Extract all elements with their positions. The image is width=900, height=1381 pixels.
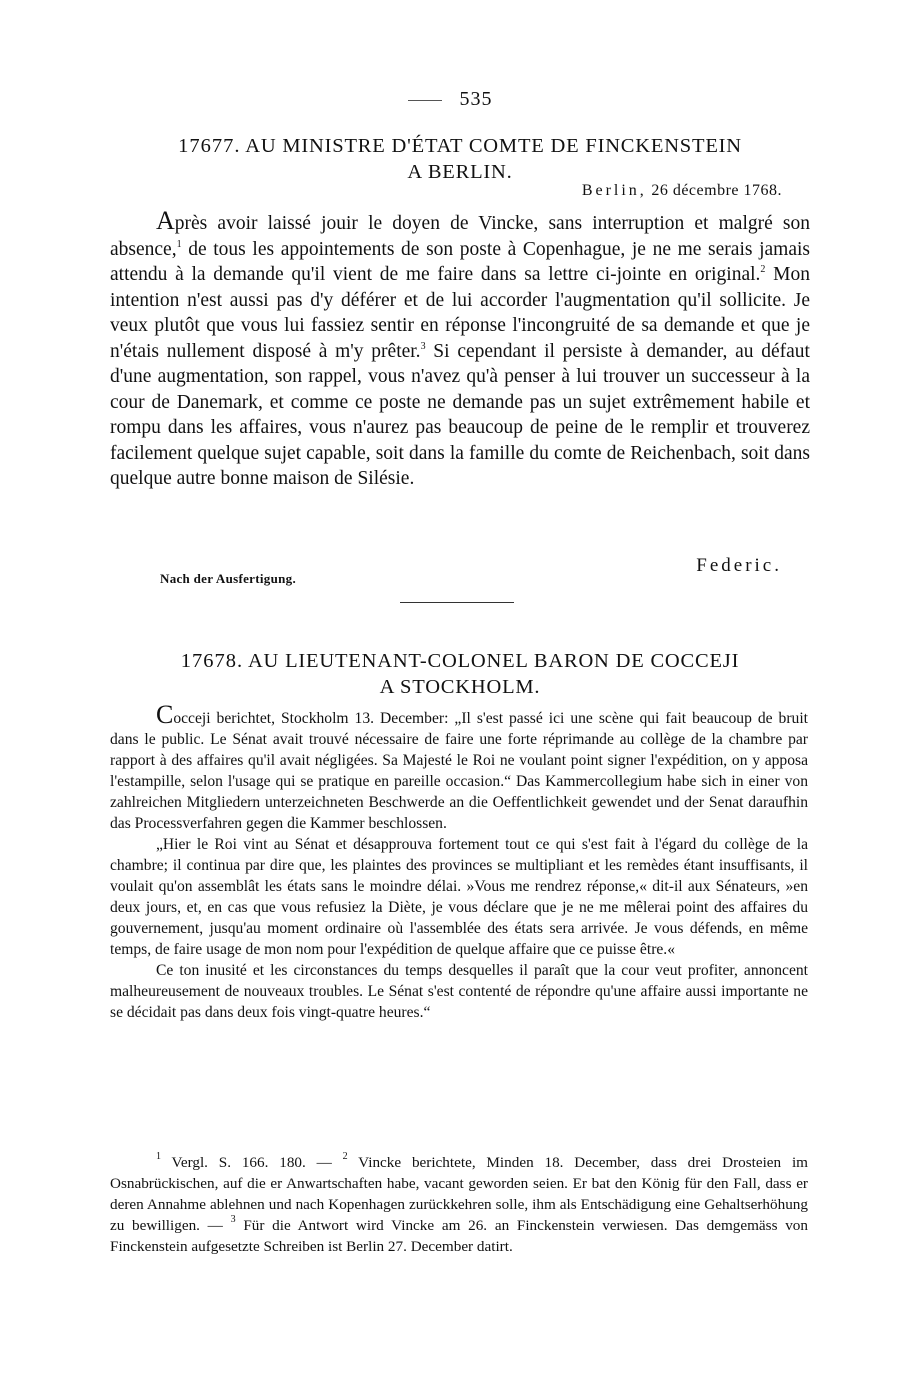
footnotes [110, 1152, 808, 1257]
letter1-signature: Federic. [696, 555, 782, 576]
letter1-paragraph [110, 208, 810, 492]
letter2-number: 17678. [180, 650, 244, 672]
footnote-3-text: Für die Antwort wird Vincke am 26. an Finckenstein verwiesen. Das demgemäss von Finckenstein aufgesetzte Schreiben ist Berlin 27. December datirt. [110, 1217, 808, 1255]
letter2-paragraph-3: Ce ton inusité et les circonstances du temps desquelles il paraît que la cour veut profiter, annoncent malheureusement de nouveaux troubles. Le Sénat s'est contenté de répondre qu'une affaire aussi importante ne se décidait pas dans deux fois vingt-quatre heures.“ [110, 962, 808, 1021]
letter1-text-b: de tous les appointements de son poste à Copenhague, je ne me serais jamais attendu à la demande qu'il vient de me faire dans sa lettre ci-jointe en original. [110, 238, 810, 285]
section-separator [400, 602, 514, 603]
footnote-2-text: Vincke berichtete, Minden 18. December, dass drei Drosteien im Osnabrückischen, auf die er Anwartschaften habe, vacant geworden seien. Er bat den König für den Fall, dass er deren Annahme ablehnen und nach Kopenhagen zurückkehren solle, ihm als Entschädigung eine Gehaltserhöhung zu bewilligen. — [110, 1154, 808, 1234]
letter1-dateline [582, 182, 782, 200]
page-number [0, 88, 900, 111]
footnote-ref-2: 2 [760, 264, 766, 275]
footnotes-paragraph [110, 1152, 808, 1257]
footnote-marker-1: 1 [156, 1151, 161, 1162]
letter1-initial: A [156, 206, 175, 235]
letter2-initial: C [156, 700, 174, 729]
page-number-text: 535 [459, 88, 493, 110]
letter2-body [110, 702, 808, 1023]
footnote-marker-2: 2 [342, 1151, 348, 1162]
letter2-heading [110, 648, 810, 700]
letter1-text-c: Mon intention n'est aussi pas d'y déférer et de lui accorder l'augmentation qu'il sollicite. Je veux plutôt que vous lui fassiez sentir en réponse l'incongruité de sa demande et que je n'étais nullement disposé à m'y prêter. [110, 264, 810, 362]
footnote-1-text: Vergl. S. 166. 180. — [161, 1154, 343, 1171]
letter1-text-d: Si cependant il persiste à demander, au défaut d'une augmentation, son rappel, vous n'avez qu'à penser à lui trouver un successeur à la cour de Danemark, et comme ce poste ne demande pas un sujet extrêmement habile et rompu dans les affaires, vous n'aurez pas beaucoup de peine de le remplir et trouverez facilement quelque sujet capable, soit dans la famille du comte de Reichenbach, soit dans quelque autre bonne maison de Silésie. [110, 340, 810, 489]
letter2-heading-line2: A STOCKHOLM. [379, 676, 541, 698]
letter2-paragraph-1 [110, 702, 808, 834]
letter2-paragraph-2: „Hier le Roi vint au Sénat et désapprouva fortement tout ce qui s'est fait à l'égard du collège de la chambre; il continua par dire que, les plaintes des provinces se multipliant et les remèdes étant insuffisants, il voulait qu'on assemblât les états sans le moindre délai. »Vous me rendrez réponse,« dit-il aux Sénateurs, »en deux jours, et, en cas que vous refusiez la Diète, je vous déclare que je ne me mêlerai point des affaires du gouvernement, jusqu'au moment ordinaire où l'assemblée des états sera arrivée. Je vous défends, en même temps, de faire usage de mon nom pour l'expédition de quelque affaire que ce puisse être.« [110, 836, 808, 958]
letter2-p1-text: occeji berichtet, Stockholm 13. December: „Il s'est passé ici une scène qui fait beaucoup de bruit dans le public. Le Sénat avait trouvé nécessaire de faire une forte réprimande au collège de la chambre par rapport à des affaires qu'il avait négligées. Sa Majesté le Roi ne voulant point signer l'expédition, on y apposa l'estampille, selon l'usage qui se pratique en pareille occasion.“ Das Kammercollegium habe sich in einer von zahlreichen Mitgliedern unterzeichneten Beschwerde an die Oeffentlichkeit gewendet und der Senat daraufhin das Processverfahren gegen die Kammer beschlossen. [110, 710, 808, 832]
letter1-place: Berlin, [581, 182, 647, 199]
letter1-heading-line2: A BERLIN. [407, 161, 513, 183]
letter1-number: 17677. [178, 135, 241, 157]
footnote-marker-3: 3 [230, 1214, 236, 1225]
letter1-heading-line1: AU MINISTRE D'ÉTAT COMTE DE FINCKENSTEIN [245, 135, 742, 157]
letter1-date: 26 décembre 1768. [651, 182, 782, 199]
page-number-dash [408, 100, 442, 101]
letter1-text-a: près avoir laissé jouir le doyen de Vincke, sans interruption et malgré son absence, [110, 213, 810, 260]
letter1-heading [110, 133, 810, 185]
letter1-source-note: Nach der Ausfertigung. [160, 571, 297, 586]
letter1-body [110, 208, 810, 492]
footnote-ref-3: 3 [420, 340, 426, 352]
footnote-ref-1: 1 [176, 238, 182, 250]
letter2-heading-line1: AU LIEUTENANT-COLONEL BARON DE COCCEJI [247, 650, 740, 672]
